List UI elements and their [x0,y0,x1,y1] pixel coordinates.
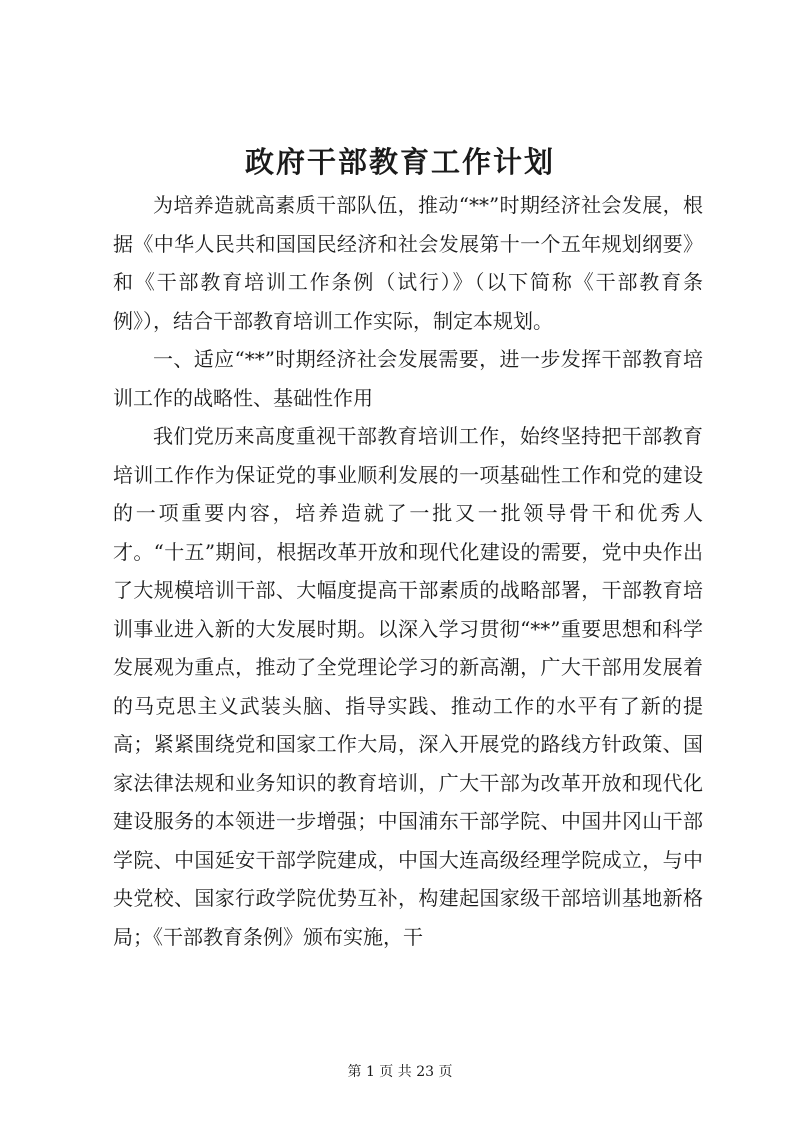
page-footer: 第 1 页 共 23 页 [347,1064,453,1080]
intro-paragraph: 为培养造就高素质干部队伍，推动“**”时期经济社会发展，根据《中华人民共和国国民经济和社会发展第十一个五年规划纲要》和《干部教育培训工作条例（试行）》（以下简称《干部教育条例》），结合干部教育培训工作实际，制定本规划。 [113,193,703,333]
body-paragraph: 我们党历来高度重视干部教育培训工作，始终坚持把干部教育培训工作作为保证党的事业顺利发展的一项基础性工作和党的建设的一项重要内容，培养造就了一批又一批领导骨干和优秀人才。“十五”期间，根据改革开放和现代化建设的需要，党中央作出了大规模培训干部、大幅度提高干部素质的战略部署，干部教育培训事业进入新的大发展时期。以深入学习贯彻“**”重要思想和科学发展观为重点，推动了全党理论学习的新高潮，广大干部用发展着的马克思主义武装头脑、指导实践、推动工作的水平有了新的提高；紧紧围绕党和国家工作大局，深入开展党的路线方针政策、国家法律法规和业务知识的教育培训，广大干部为改革开放和现代化建设服务的本领进一步增强；中国浦东干部学院、中国井冈山干部学院、中国延安干部学院建成，中国大连高级经理学院成立，与中央党校、国家行政学院优势互补，构建起国家级干部培训基地新格局；《干部教育条例》颁布实施，干 [113,424,703,949]
document-title: 政府干部教育工作计划 [244,145,555,179]
section-heading: 一、适应“**”时期经济社会发展需要，进一步发挥干部教育培训工作的战略性、基础性作用 [113,347,703,410]
document-body [113,186,703,956]
